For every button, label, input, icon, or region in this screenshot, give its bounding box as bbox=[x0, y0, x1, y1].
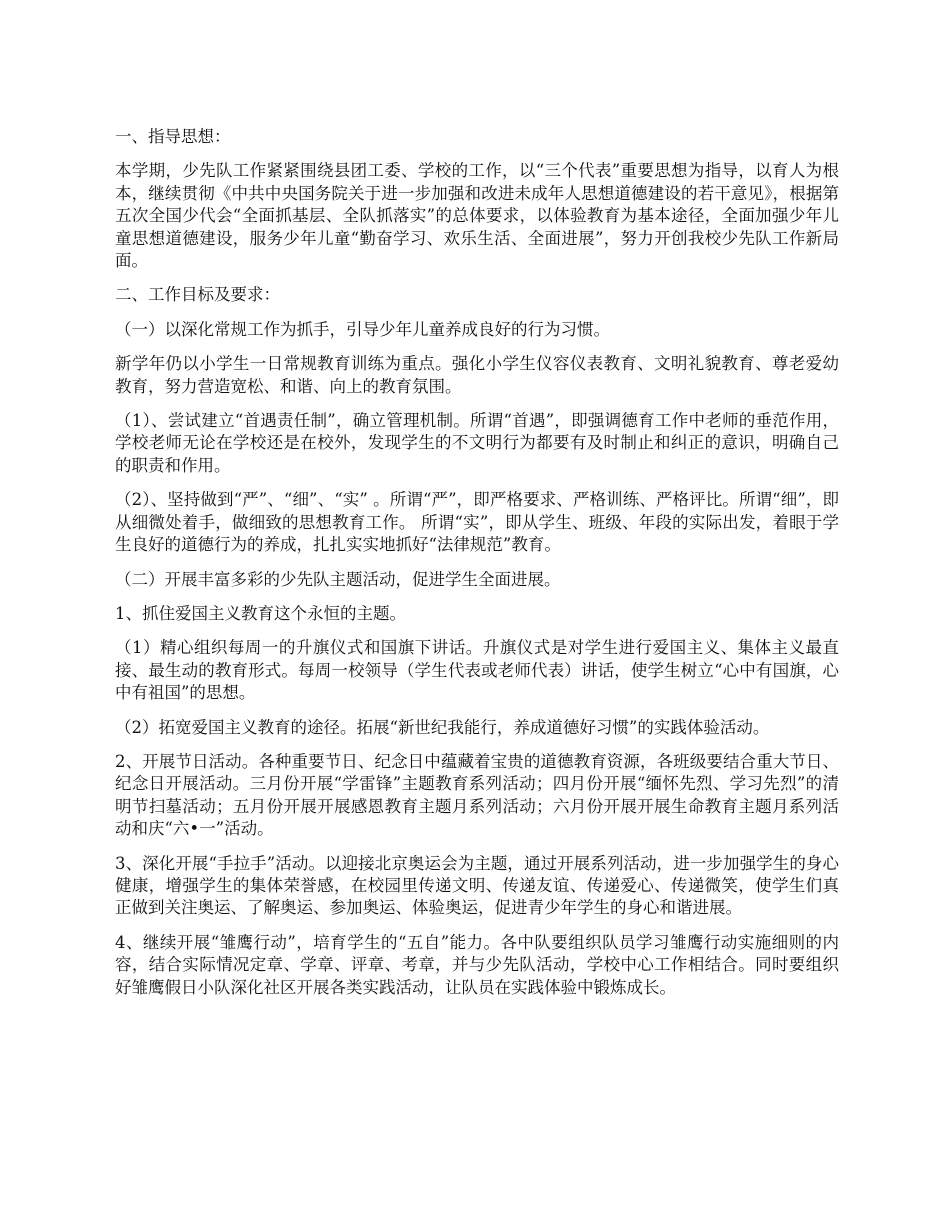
item-eagle-action: 4、继续开展“雏鹰行动”，培育学生的“五自”能力。各中队要组织队员学习雏鹰行动实施细则的内容，结合实际情况定章、学章、评章、考章，并与少先队活动，学校中心工作相结合。同时要组织好雏鹰假日小队深化社区开展各类实践活动，让队员在实践体验中锻炼成长。 bbox=[115, 932, 839, 997]
paragraph-flag-ceremony: （1）精心组织每周一的升旗仪式和国旗下讲话。升旗仪式是对学生进行爱国主义、集体主义最直接、最生动的教育形式。每周一校领导（学生代表或老师代表）讲话，使学生树立“心中有国旗，心中有祖国”的思想。 bbox=[115, 638, 839, 703]
paragraph-first-encounter: （1）、尝试建立“首遇责任制”，确立管理机制。所谓“首遇”，即强调德育工作中老师的垂范作用，学校老师无论在学校还是在校外，发现学生的不文明行为都要有及时制止和纠正的意识，明确自己的职责和作用。 bbox=[115, 411, 839, 475]
heading-goals-requirements: 二、工作目标及要求： bbox=[115, 285, 280, 305]
subheading-theme-activities: （二）开展丰富多彩的少先队主题活动，促进学生全面进展。 bbox=[115, 569, 561, 589]
item-holiday-activities: 2、开展节日活动。各种重要节日、纪念日中蕴藏着宝贵的道德教育资源，各班级要结合重大节日、纪念日开展活动。三月份开展“学雷锋”主题教育系列活动；四月份开展“缅怀先烈、学习先烈”的清明节扫墓活动；五月份开展开展感恩教育主题月系列活动；六月份开展开展生命教育主题月系列活动和庆“六•一”活动。 bbox=[115, 751, 839, 839]
paragraph-strict-detail-practical: （2）、坚持做到“严”、“细”、“实” 。所谓“严”，即严格要求、严格训练、严格评比。所谓“细”，即从细微处着手，做细致的思想教育工作。 所谓“实”，即从学生、班级、年段的实际出发，着眼于学生良好的道德行为的养成，扎扎实实地抓好“法律规范”教育。 bbox=[115, 490, 839, 555]
item-hand-in-hand: 3、深化开展“手拉手”活动。以迎接北京奥运会为主题，通过开展系列活动，进一步加强学生的身心健康，增强学生的集体荣誉感，在校园里传递文明、传递友谊、传递爱心、传递微笑，使学生们真正做到关注奥运、了解奥运、参加奥运、体验奥运，促进青少年学生的身心和谐进展。 bbox=[115, 853, 839, 918]
heading-guiding-ideology: 一、指导思想： bbox=[115, 127, 231, 146]
item-patriotism-theme: 1、抓住爱国主义教育这个永恒的主题。 bbox=[115, 603, 406, 623]
document-body bbox=[115, 126, 839, 1011]
paragraph-patriotism-channels: （2）拓宽爱国主义教育的途径。拓展“新世纪我能行，养成道德好习惯”的实践体验活动。 bbox=[115, 717, 770, 737]
paragraph-daily-routine: 新学年仍以小学生一日常规教育训练为重点。强化小学生仪容仪表教育、文明礼貌教育、尊老爱幼教育，努力营造宽松、和谐、向上的教育氛围。 bbox=[115, 354, 839, 396]
paragraph-semester-overview: 本学期，少先队工作紧紧围绕县团工委、学校的工作，以“三个代表”重要思想为指导，以育人为根本，继续贯彻《中共中央国务院关于进一步加强和改进未成年人思想道德建设的若干意见》，根据第五次全国少代会“全面抓基层、全队抓落实”的总体要求，以体验教育为基本途径，全面加强少年儿童思想道德建设，服务少年儿童“勤奋学习、欢乐生活、全面进展”，努力开创我校少先队工作新局面。 bbox=[115, 161, 839, 271]
subheading-routine-work: （一）以深化常规工作为抓手，引导少年儿童养成良好的行为习惯。 bbox=[115, 319, 610, 339]
